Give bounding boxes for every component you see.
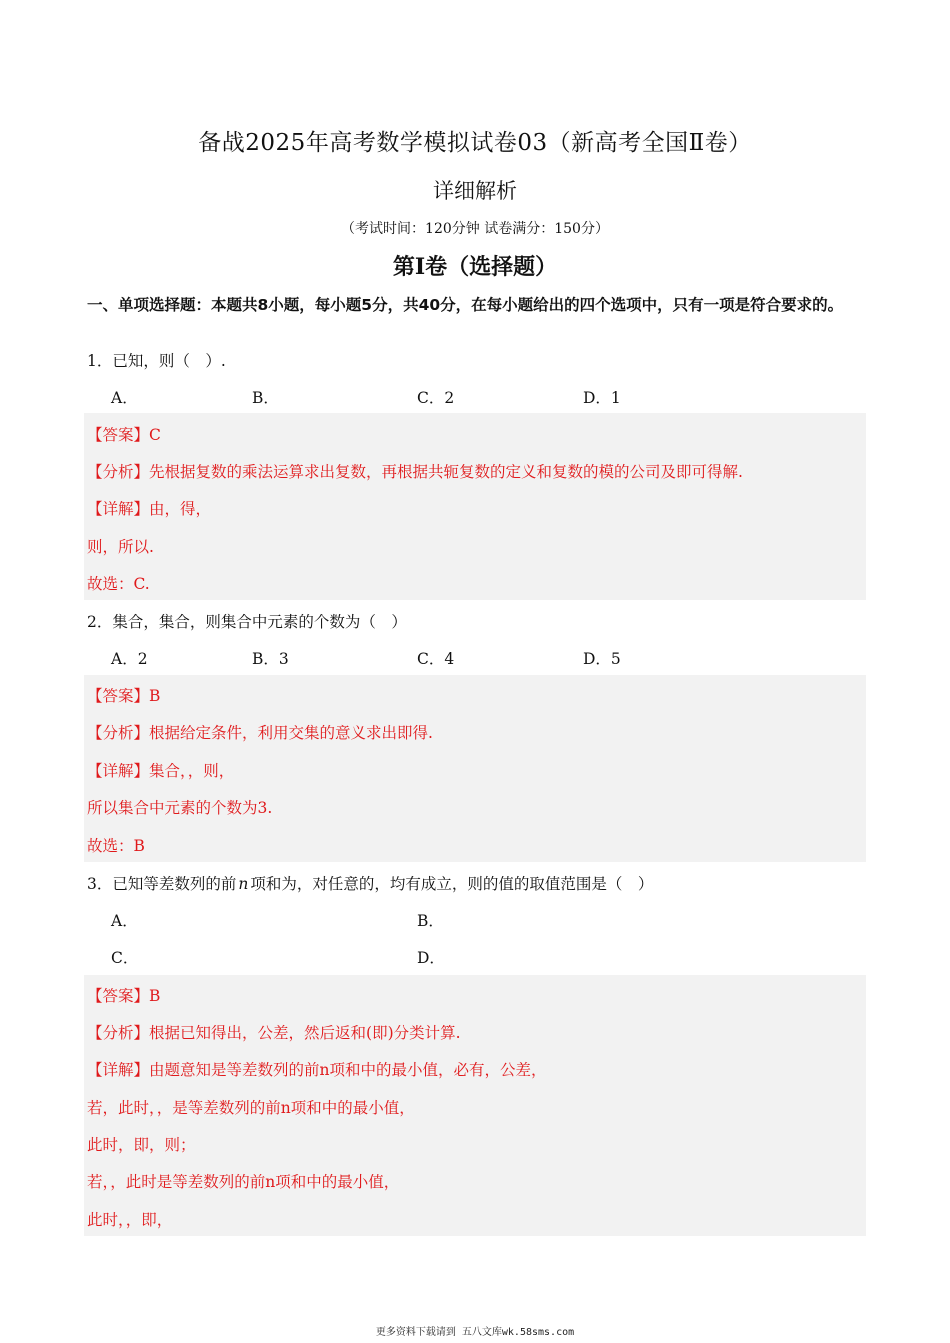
question-1-answer bbox=[87, 423, 161, 445]
stem-text: 3．已知等差数列的前 bbox=[87, 875, 237, 893]
section-title: 第I卷（选择题） bbox=[392, 254, 558, 280]
question-3-answer bbox=[87, 984, 160, 1006]
question-2-detail-line: 故选：B bbox=[87, 837, 145, 855]
question-2-detail bbox=[87, 759, 234, 781]
answer-value: C bbox=[149, 426, 161, 444]
document-subtitle: 详细解析 bbox=[433, 179, 517, 203]
question-2-answer bbox=[87, 684, 160, 706]
question-2-option-c: C．4 bbox=[417, 650, 455, 668]
answer-tag: 【答案】 bbox=[87, 987, 150, 1005]
question-3-detail-line: 此时，即，则； bbox=[87, 1136, 196, 1154]
question-3-detail-line: 若，此时，，是等差数列的前n项和中的最小值， bbox=[87, 1099, 415, 1117]
question-2-option-b: B．3 bbox=[252, 650, 289, 668]
stem-text: 项和为，对任意的，均有成立，则的值的取值范围是（ ） bbox=[250, 875, 654, 893]
stem-variable: n bbox=[238, 875, 249, 893]
detail-text: 集合，，则， bbox=[149, 762, 235, 780]
detail-text: 由，得， bbox=[149, 500, 212, 518]
question-1-detail bbox=[87, 497, 211, 519]
detail-tag: 【详解】 bbox=[87, 762, 150, 780]
document-title: 备战2025年高考数学模拟试卷03（新高考全国Ⅱ卷） bbox=[198, 130, 752, 156]
detail-text: 由题意知是等差数列的前n项和中的最小值，必有，公差， bbox=[149, 1061, 547, 1079]
question-3-option-b: B． bbox=[417, 912, 444, 930]
question-3-analysis bbox=[87, 1021, 461, 1043]
question-3-option-a: A． bbox=[111, 912, 138, 930]
question-2-option-a: A．2 bbox=[111, 650, 148, 668]
analysis-tag: 【分析】 bbox=[87, 463, 150, 481]
question-3-detail bbox=[87, 1058, 547, 1080]
question-2-option-d: D．5 bbox=[583, 650, 621, 668]
answer-tag: 【答案】 bbox=[87, 426, 150, 444]
question-3-option-c: C． bbox=[111, 949, 139, 967]
question-3-stem bbox=[87, 872, 653, 894]
question-1-option-d: D．1 bbox=[583, 389, 621, 407]
question-2-analysis bbox=[87, 721, 433, 743]
analysis-tag: 【分析】 bbox=[87, 724, 150, 742]
question-2-stem: 2．集合，集合，则集合中元素的个数为（ ） bbox=[87, 613, 407, 631]
question-1-option-c: C．2 bbox=[417, 389, 455, 407]
detail-tag: 【详解】 bbox=[87, 1061, 150, 1079]
question-1-option-b: B． bbox=[252, 389, 279, 407]
question-1-analysis bbox=[87, 460, 743, 482]
answer-tag: 【答案】 bbox=[87, 687, 150, 705]
question-1-detail-line: 则，所以. bbox=[87, 538, 154, 556]
analysis-tag: 【分析】 bbox=[87, 1024, 150, 1042]
page-footer: 更多资料下载请到 五八文库wk.58sms.com bbox=[375, 1327, 575, 1338]
answer-value: B bbox=[149, 687, 161, 705]
analysis-text: 先根据复数的乘法运算求出复数，再根据共轭复数的定义和复数的模的公司及即可得解. bbox=[149, 463, 743, 481]
answer-value: B bbox=[149, 987, 161, 1005]
analysis-text: 根据已知得出，公差，然后返和(即)分类计算. bbox=[149, 1024, 461, 1042]
question-1-stem: 1．已知，则（ ）. bbox=[87, 352, 226, 370]
analysis-text: 根据给定条件，利用交集的意义求出即得. bbox=[149, 724, 433, 742]
question-1-option-a: A． bbox=[111, 389, 138, 407]
question-3-detail-line: 若，，此时是等差数列的前n项和中的最小值， bbox=[87, 1173, 400, 1191]
exam-time-info: （考试时间：120分钟 试卷满分：150分） bbox=[341, 221, 609, 237]
question-3-detail-line: 此时，，即， bbox=[87, 1211, 173, 1229]
detail-tag: 【详解】 bbox=[87, 500, 150, 518]
section-instruction: 一、单项选择题：本题共8小题，每小题5分，共40分，在每小题给出的四个选项中，只有一项是符合要求的。 bbox=[87, 296, 844, 314]
question-3-option-d: D． bbox=[417, 949, 445, 967]
question-2-detail-line: 所以集合中元素的个数为3. bbox=[87, 799, 273, 817]
question-1-detail-line: 故选：C. bbox=[87, 575, 150, 593]
